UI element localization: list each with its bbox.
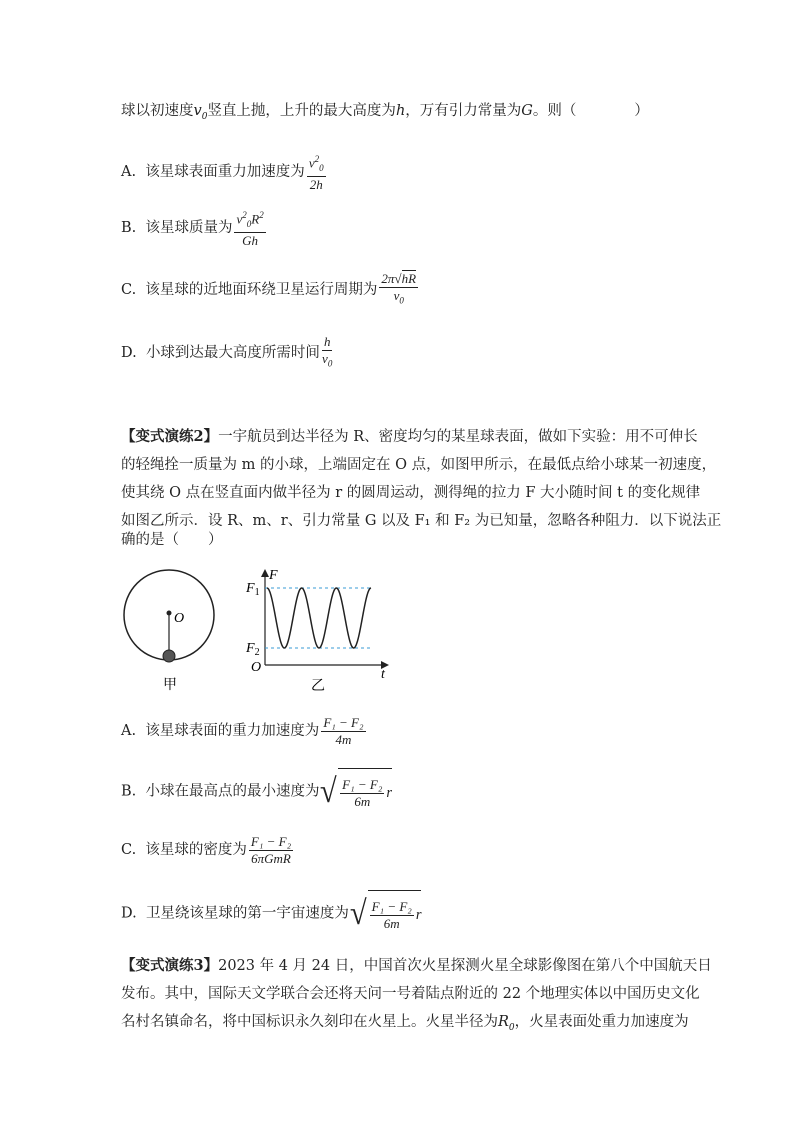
yi-label: 乙 xyxy=(311,678,325,694)
q1-stem-line xyxy=(121,101,649,127)
q2-text: 的轻绳拴一质量为 m 的小球，上端固定在 O 点，如图甲所示，在最低点给小球某一初速度， xyxy=(121,457,717,473)
option-text: 该星球的近地面环绕卫星运行周期为 xyxy=(145,282,378,298)
q2-line-4 xyxy=(121,511,721,531)
q3-title: 【变式演练3】 xyxy=(121,957,219,974)
option-label: D. xyxy=(121,905,137,922)
q1-option-b xyxy=(121,208,268,248)
sqrt-expression: √ $\frac{\text{F₁ − F₂}}{6m}$ r xyxy=(349,890,422,937)
option-text: 该星球表面重力加速度为 xyxy=(145,164,305,180)
option-text: 卫星绕该星球的第一宇宙速度为 xyxy=(145,905,349,922)
q3-line-3 xyxy=(121,1012,689,1038)
fraction: $\frac{2\pi√hR}{v_0}$ xyxy=(381,271,417,306)
option-text: 该星球质量为 xyxy=(145,220,233,236)
option-text: 小球在最高点的最小速度为 xyxy=(145,783,320,800)
q3-text: 2023 年 4 月 24 日，中国首次火星探测火星全球影像图在第八个中国航天日 xyxy=(218,958,712,974)
option-text: 该星球表面的重力加速度为 xyxy=(145,723,320,739)
q2-line-5 xyxy=(121,530,223,550)
option-label: C. xyxy=(121,842,137,858)
v0-symbol: $v_0$ xyxy=(193,103,208,122)
q2-text: 一宇航员到达半径为 R、密度均匀的某星球表面，做如下实验：用不可伸长 xyxy=(218,429,698,445)
q2-option-b xyxy=(121,768,392,815)
fraction: $\frac{v^2_0R^2}{Gh}$ xyxy=(236,210,264,248)
option-text: 小球到达最大高度所需时间 xyxy=(145,345,320,361)
fraction: $\frac{v^2_0}{2h}$ xyxy=(308,154,324,192)
q3-line-1 xyxy=(121,956,712,976)
F2-label: $F_2$ xyxy=(246,641,260,658)
stem-text: ） xyxy=(634,103,649,119)
q2-figure xyxy=(119,565,399,695)
q2-text: 使其绕 O 点在竖直面内做半径为 r 的圆周运动，测得绳的拉力 F 大小随时间 t 的变化规律 xyxy=(121,485,701,501)
q2-option-a xyxy=(121,712,368,750)
fraction: $\frac{\text{F₁ − F₂}}{\text{6πGmR}}$ xyxy=(250,833,292,866)
option-label: B. xyxy=(121,783,137,800)
q2-text: 如图乙所示．设 R、m、r、引力常量 G 以及 F₁ 和 F₂ 为已知量，忽略各种阻力．以下说法正 xyxy=(121,513,722,529)
F-axis-arrow xyxy=(261,569,269,577)
q2-line-1 xyxy=(121,427,698,447)
q2-line-3 xyxy=(121,483,700,503)
jia-label: 甲 xyxy=(163,677,177,693)
t-label: t xyxy=(381,667,385,682)
ball xyxy=(163,650,175,662)
option-text: 该星球的密度为 xyxy=(145,842,247,858)
h-symbol: h xyxy=(395,103,406,119)
q3-line-2 xyxy=(121,984,700,1004)
stem-text: 。则（ xyxy=(532,103,577,119)
q3-text: 发布。其中，国际天文学联合会还将天问一号着陆点附近的 22 个地理实体以中国历史文化 xyxy=(121,986,700,1002)
G-symbol: G xyxy=(521,103,533,119)
q2-line-2 xyxy=(121,455,716,475)
sqrt-expression: √ $\frac{\text{F₁ − F₂}}{6m}$ r xyxy=(319,768,392,815)
q2-text: 确的是（ ） xyxy=(121,532,223,548)
q2-option-d xyxy=(121,890,421,937)
F-label: F xyxy=(269,568,278,583)
R0-symbol: $R_0$ xyxy=(498,1014,515,1033)
stem-text: 竖直上抛，上升的最大高度为 xyxy=(207,103,396,119)
option-label: C. xyxy=(121,282,137,298)
origin-label: O xyxy=(251,660,262,675)
force-curve xyxy=(267,588,371,648)
fraction: $\frac{\text{F₁ − F₂}}{4m}$ xyxy=(323,714,364,747)
q2-title: 【变式演练2】 xyxy=(121,428,219,445)
stem-text: 球以初速度 xyxy=(121,103,194,119)
q1-option-c xyxy=(121,270,420,310)
O-label: O xyxy=(174,611,185,626)
fraction: $\frac{h}{v_0}$ xyxy=(322,334,333,369)
q3-text: 名村名镇命名，将中国标识永久刻印在火星上。火星半径为 xyxy=(121,1014,498,1030)
q1-option-a xyxy=(121,152,328,192)
option-label: B. xyxy=(121,220,137,236)
F1-label: $F_1$ xyxy=(246,581,260,598)
option-label: A. xyxy=(121,723,137,739)
option-label: A. xyxy=(121,164,137,180)
stem-text: ，万有引力常量为 xyxy=(405,103,522,119)
q3-text: ，火星表面处重力加速度为 xyxy=(514,1014,689,1030)
option-label: D. xyxy=(121,345,137,361)
q1-option-d xyxy=(121,333,334,373)
q2-option-c xyxy=(121,830,295,870)
